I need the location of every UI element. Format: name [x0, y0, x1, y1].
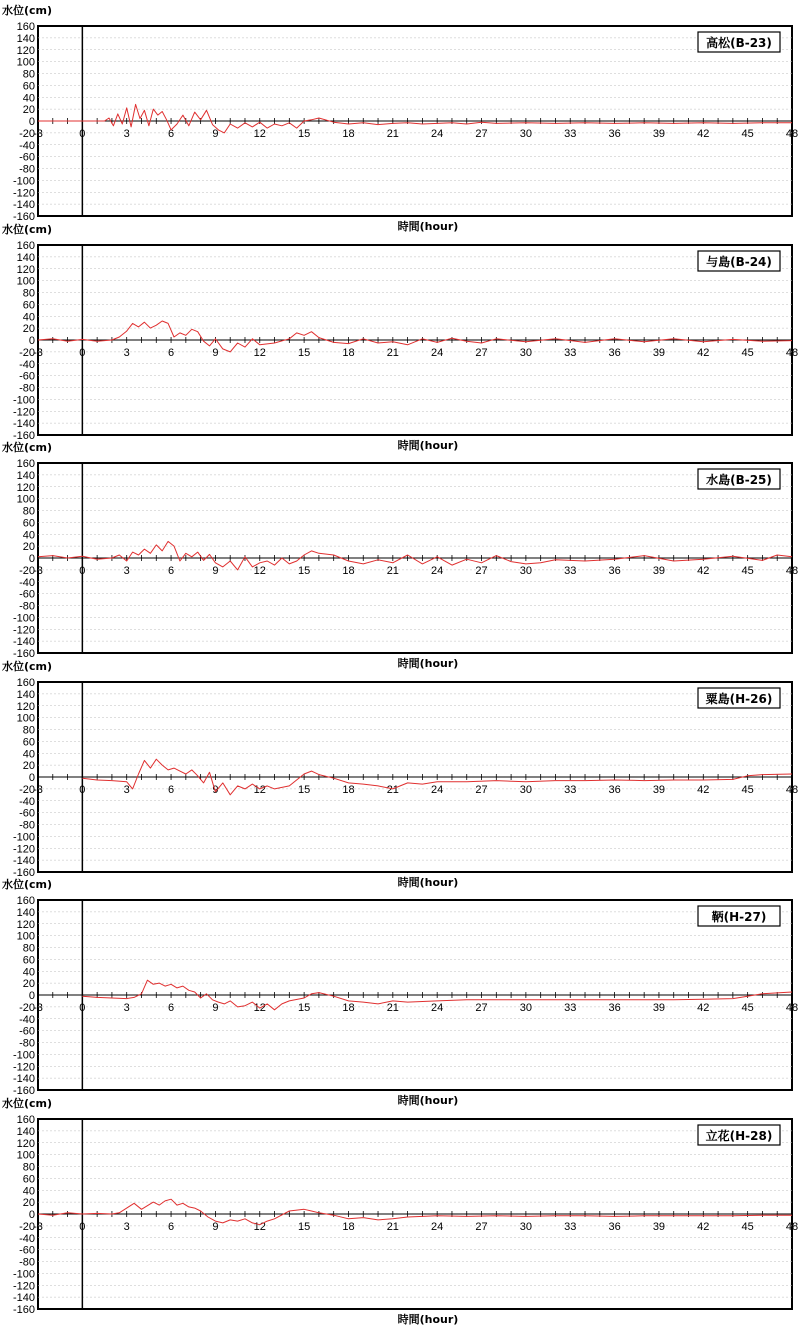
- x-tick-label: 9: [212, 784, 219, 796]
- chart-panel-4: [0, 874, 800, 1107]
- x-tick-label: 18: [342, 128, 355, 140]
- x-tick-label: -3: [33, 347, 43, 359]
- y-tick-label: -140: [12, 1073, 35, 1086]
- y-tick-label: -140: [12, 855, 35, 868]
- y-tick-label: 160: [16, 895, 35, 907]
- x-tick-label: 33: [564, 1002, 577, 1014]
- y-tick-label: 60: [22, 517, 35, 530]
- x-axis-title: 時間(hour): [397, 439, 459, 452]
- x-tick-label: 0: [79, 347, 86, 359]
- y-tick-label: 0: [28, 553, 35, 565]
- x-tick-label: -3: [33, 1002, 43, 1014]
- x-tick-label: 0: [79, 128, 86, 140]
- y-tick-label: -160: [12, 1304, 35, 1316]
- y-tick-label: -80: [19, 819, 35, 832]
- y-tick-label: 60: [22, 736, 35, 749]
- x-tick-label: 24: [431, 347, 444, 359]
- x-tick-label: 24: [431, 1221, 444, 1233]
- x-tick-label: 6: [167, 784, 175, 796]
- x-tick-label: 3: [123, 565, 130, 577]
- y-tick-label: -100: [12, 175, 35, 188]
- y-tick-label: 100: [16, 493, 35, 506]
- x-tick-label: 9: [212, 128, 219, 140]
- x-tick-label: 24: [431, 128, 444, 140]
- chart-panel-0: [0, 0, 800, 233]
- x-tick-label: 36: [608, 1002, 621, 1014]
- y-tick-label: 100: [16, 930, 35, 943]
- x-tick-label: 18: [342, 565, 355, 577]
- x-tick-label: 15: [297, 347, 311, 359]
- y-tick-label: 140: [16, 688, 35, 701]
- y-tick-label: 80: [22, 724, 35, 737]
- station-label: 水島(B-25): [706, 473, 772, 487]
- y-tick-label: -60: [19, 588, 35, 601]
- x-tick-label: 0: [79, 565, 86, 577]
- y-tick-label: -60: [19, 1244, 35, 1257]
- x-tick-label: 6: [167, 1002, 175, 1014]
- x-tick-label: 48: [785, 128, 799, 140]
- y-tick-label: -120: [12, 1280, 35, 1293]
- y-tick-label: -140: [12, 199, 35, 212]
- x-tick-label: 45: [741, 1221, 754, 1233]
- station-label: 立花(H-28): [705, 1129, 773, 1143]
- y-tick-label: -20: [19, 564, 35, 577]
- y-tick-label: -100: [12, 1049, 35, 1062]
- y-tick-label: -100: [12, 394, 35, 407]
- x-tick-label: 48: [785, 565, 799, 577]
- x-tick-label: 21: [386, 784, 399, 796]
- x-tick-label: -3: [33, 784, 43, 796]
- x-tick-label: 36: [608, 347, 621, 359]
- y-tick-label: 40: [22, 748, 35, 761]
- x-tick-label: 42: [697, 347, 710, 359]
- y-tick-label: -40: [19, 576, 35, 589]
- y-tick-label: 0: [28, 335, 35, 347]
- y-tick-label: 80: [22, 505, 35, 518]
- x-tick-label: 33: [564, 347, 577, 359]
- y-tick-label: -60: [19, 807, 35, 820]
- x-tick-label: 30: [519, 1221, 533, 1233]
- y-tick-label: 60: [22, 954, 35, 967]
- x-tick-label: 12: [253, 1002, 266, 1014]
- x-tick-label: 15: [297, 565, 311, 577]
- y-tick-label: 160: [16, 677, 35, 689]
- station-label: 与島(B-24): [706, 255, 772, 269]
- y-axis-title: 水位(cm): [2, 223, 53, 236]
- x-tick-label: 15: [297, 784, 311, 796]
- y-tick-label: 120: [16, 263, 35, 276]
- x-tick-label: 9: [212, 347, 219, 359]
- x-tick-label: 3: [123, 1221, 130, 1233]
- x-tick-label: 15: [297, 1221, 311, 1233]
- y-tick-label: 120: [16, 1137, 35, 1150]
- y-tick-label: 40: [22, 529, 35, 542]
- y-tick-label: -20: [19, 346, 35, 359]
- x-tick-label: 0: [79, 784, 86, 796]
- y-tick-label: 80: [22, 287, 35, 300]
- y-tick-label: -80: [19, 600, 35, 613]
- y-tick-label: 160: [16, 21, 35, 33]
- y-tick-label: 60: [22, 80, 35, 93]
- y-tick-label: 20: [22, 323, 35, 336]
- x-tick-label: 12: [253, 1221, 266, 1233]
- y-tick-label: 140: [16, 1125, 35, 1138]
- x-tick-label: 36: [608, 1221, 621, 1233]
- x-tick-label: 39: [652, 1221, 666, 1233]
- y-tick-label: 0: [28, 116, 35, 128]
- x-tick-label: 42: [697, 565, 710, 577]
- x-axis-title: 時間(hour): [397, 220, 459, 233]
- y-tick-label: 80: [22, 68, 35, 81]
- chart-panel-5: [0, 1093, 800, 1326]
- x-tick-label: 18: [342, 347, 355, 359]
- x-tick-label: 48: [785, 784, 799, 796]
- y-tick-label: 100: [16, 275, 35, 288]
- x-tick-label: 0: [79, 1221, 86, 1233]
- x-tick-label: 48: [785, 1221, 799, 1233]
- y-tick-label: 140: [16, 251, 35, 264]
- x-tick-label: 33: [564, 784, 577, 796]
- x-tick-label: 45: [741, 347, 754, 359]
- x-tick-label: 6: [167, 347, 175, 359]
- x-tick-label: 24: [431, 565, 444, 577]
- x-tick-label: 12: [253, 347, 266, 359]
- x-tick-label: 0: [79, 1002, 86, 1014]
- y-tick-label: -20: [19, 1220, 35, 1233]
- x-tick-label: 27: [475, 565, 488, 577]
- y-tick-label: 160: [16, 1114, 35, 1126]
- y-tick-label: 80: [22, 942, 35, 955]
- x-tick-label: 33: [564, 565, 577, 577]
- x-tick-label: 21: [386, 565, 399, 577]
- y-tick-label: 60: [22, 1173, 35, 1186]
- y-tick-label: -100: [12, 612, 35, 625]
- y-axis-title: 水位(cm): [2, 1097, 53, 1110]
- x-tick-label: 48: [785, 347, 799, 359]
- x-tick-label: 42: [697, 128, 710, 140]
- x-tick-label: 6: [167, 565, 175, 577]
- y-tick-label: 120: [16, 700, 35, 713]
- y-tick-label: 0: [28, 1209, 35, 1221]
- x-tick-label: 33: [564, 1221, 577, 1233]
- y-tick-label: 160: [16, 458, 35, 470]
- x-tick-label: 21: [386, 1002, 399, 1014]
- x-tick-label: 39: [652, 565, 666, 577]
- y-tick-label: -100: [12, 831, 35, 844]
- y-tick-label: -80: [19, 163, 35, 176]
- y-tick-label: -100: [12, 1268, 35, 1281]
- x-tick-label: 6: [167, 128, 175, 140]
- x-tick-label: 45: [741, 1002, 754, 1014]
- y-tick-label: 100: [16, 712, 35, 725]
- x-tick-label: 39: [652, 347, 666, 359]
- x-axis-title: 時間(hour): [397, 1094, 459, 1107]
- x-tick-label: 36: [608, 784, 621, 796]
- y-tick-label: 120: [16, 481, 35, 494]
- station-label: 鞆(H-27): [711, 910, 767, 924]
- y-tick-label: -40: [19, 1013, 35, 1026]
- y-tick-label: 40: [22, 1185, 35, 1198]
- x-tick-label: 12: [253, 128, 266, 140]
- x-tick-label: 18: [342, 1002, 355, 1014]
- x-tick-label: -3: [33, 1221, 43, 1233]
- x-tick-label: 3: [123, 347, 130, 359]
- y-tick-label: -40: [19, 1232, 35, 1245]
- y-tick-label: -80: [19, 1256, 35, 1269]
- y-tick-label: 140: [16, 906, 35, 919]
- y-tick-label: -40: [19, 795, 35, 808]
- y-tick-label: -120: [12, 843, 35, 856]
- x-tick-label: 27: [475, 347, 488, 359]
- y-axis-title: 水位(cm): [2, 878, 53, 891]
- station-label: 高松(B-23): [706, 36, 772, 50]
- y-tick-label: 0: [28, 772, 35, 784]
- y-tick-label: -60: [19, 370, 35, 383]
- y-tick-label: 0: [28, 990, 35, 1002]
- y-tick-label: -160: [12, 430, 35, 442]
- x-tick-label: -3: [33, 128, 43, 140]
- y-tick-label: -80: [19, 382, 35, 395]
- x-tick-label: 9: [212, 1002, 219, 1014]
- y-tick-label: 100: [16, 56, 35, 69]
- x-tick-label: 21: [386, 1221, 399, 1233]
- y-tick-label: 140: [16, 32, 35, 45]
- x-tick-label: 48: [785, 1002, 799, 1014]
- x-tick-label: 24: [431, 784, 444, 796]
- y-tick-label: 20: [22, 104, 35, 117]
- y-tick-label: 40: [22, 311, 35, 324]
- x-tick-label: 45: [741, 128, 754, 140]
- y-axis-title: 水位(cm): [2, 4, 53, 17]
- y-axis-title: 水位(cm): [2, 441, 53, 454]
- y-tick-label: 20: [22, 541, 35, 554]
- x-tick-label: 36: [608, 128, 621, 140]
- x-tick-label: 30: [519, 1002, 533, 1014]
- x-tick-label: 12: [253, 565, 266, 577]
- x-tick-label: -3: [33, 565, 43, 577]
- x-tick-label: 30: [519, 565, 533, 577]
- chart-panel-1: [0, 219, 800, 452]
- x-tick-label: 39: [652, 128, 666, 140]
- x-tick-label: 42: [697, 784, 710, 796]
- y-tick-label: -160: [12, 867, 35, 879]
- y-tick-label: 40: [22, 92, 35, 105]
- x-tick-label: 21: [386, 128, 399, 140]
- x-tick-label: 9: [212, 565, 219, 577]
- y-axis-title: 水位(cm): [2, 660, 53, 673]
- x-tick-label: 30: [519, 784, 533, 796]
- x-tick-label: 15: [297, 128, 311, 140]
- y-tick-label: 100: [16, 1149, 35, 1162]
- y-tick-label: -160: [12, 1085, 35, 1097]
- x-tick-label: 39: [652, 784, 666, 796]
- x-tick-label: 30: [519, 347, 533, 359]
- chart-panel-2: [0, 437, 800, 670]
- x-tick-label: 30: [519, 128, 533, 140]
- x-tick-label: 3: [123, 1002, 130, 1014]
- x-tick-label: 36: [608, 565, 621, 577]
- y-tick-label: 40: [22, 966, 35, 979]
- y-tick-label: -20: [19, 783, 35, 796]
- x-tick-label: 27: [475, 1002, 488, 1014]
- y-tick-label: -60: [19, 151, 35, 164]
- y-tick-label: 160: [16, 240, 35, 252]
- x-tick-label: 27: [475, 128, 488, 140]
- y-tick-label: -160: [12, 211, 35, 223]
- x-axis-title: 時間(hour): [397, 657, 459, 670]
- x-tick-label: 33: [564, 128, 577, 140]
- x-tick-label: 9: [212, 1221, 219, 1233]
- y-tick-label: 140: [16, 469, 35, 482]
- y-tick-label: -20: [19, 127, 35, 140]
- y-tick-label: 80: [22, 1161, 35, 1174]
- x-tick-label: 27: [475, 1221, 488, 1233]
- y-tick-label: 60: [22, 299, 35, 312]
- x-tick-label: 21: [386, 347, 399, 359]
- y-tick-label: -120: [12, 406, 35, 419]
- y-tick-label: -160: [12, 648, 35, 660]
- x-tick-label: 27: [475, 784, 488, 796]
- chart-panel-3: [0, 656, 800, 889]
- x-tick-label: 42: [697, 1002, 710, 1014]
- x-tick-label: 12: [253, 784, 266, 796]
- x-tick-label: 6: [167, 1221, 175, 1233]
- x-tick-label: 45: [741, 784, 754, 796]
- station-label: 粟島(H-26): [705, 692, 773, 706]
- y-tick-label: 20: [22, 760, 35, 773]
- y-tick-label: -120: [12, 1061, 35, 1074]
- y-tick-label: 20: [22, 978, 35, 991]
- x-tick-label: 18: [342, 784, 355, 796]
- y-tick-label: 120: [16, 918, 35, 931]
- y-tick-label: -120: [12, 624, 35, 637]
- y-tick-label: -40: [19, 358, 35, 371]
- x-tick-label: 45: [741, 565, 754, 577]
- y-tick-label: -80: [19, 1037, 35, 1050]
- x-axis-title: 時間(hour): [397, 1313, 459, 1326]
- x-tick-label: 3: [123, 128, 130, 140]
- x-tick-label: 42: [697, 1221, 710, 1233]
- y-tick-label: -140: [12, 418, 35, 431]
- y-tick-label: -140: [12, 636, 35, 649]
- y-tick-label: -60: [19, 1025, 35, 1038]
- x-tick-label: 3: [123, 784, 130, 796]
- y-tick-label: 20: [22, 1197, 35, 1210]
- x-tick-label: 15: [297, 1002, 311, 1014]
- y-tick-label: -20: [19, 1001, 35, 1014]
- y-tick-label: 120: [16, 44, 35, 57]
- x-tick-label: 24: [431, 1002, 444, 1014]
- x-tick-label: 18: [342, 1221, 355, 1233]
- y-tick-label: -40: [19, 139, 35, 152]
- y-tick-label: -140: [12, 1292, 35, 1305]
- y-tick-label: -120: [12, 187, 35, 200]
- x-tick-label: 39: [652, 1002, 666, 1014]
- x-axis-title: 時間(hour): [397, 876, 459, 889]
